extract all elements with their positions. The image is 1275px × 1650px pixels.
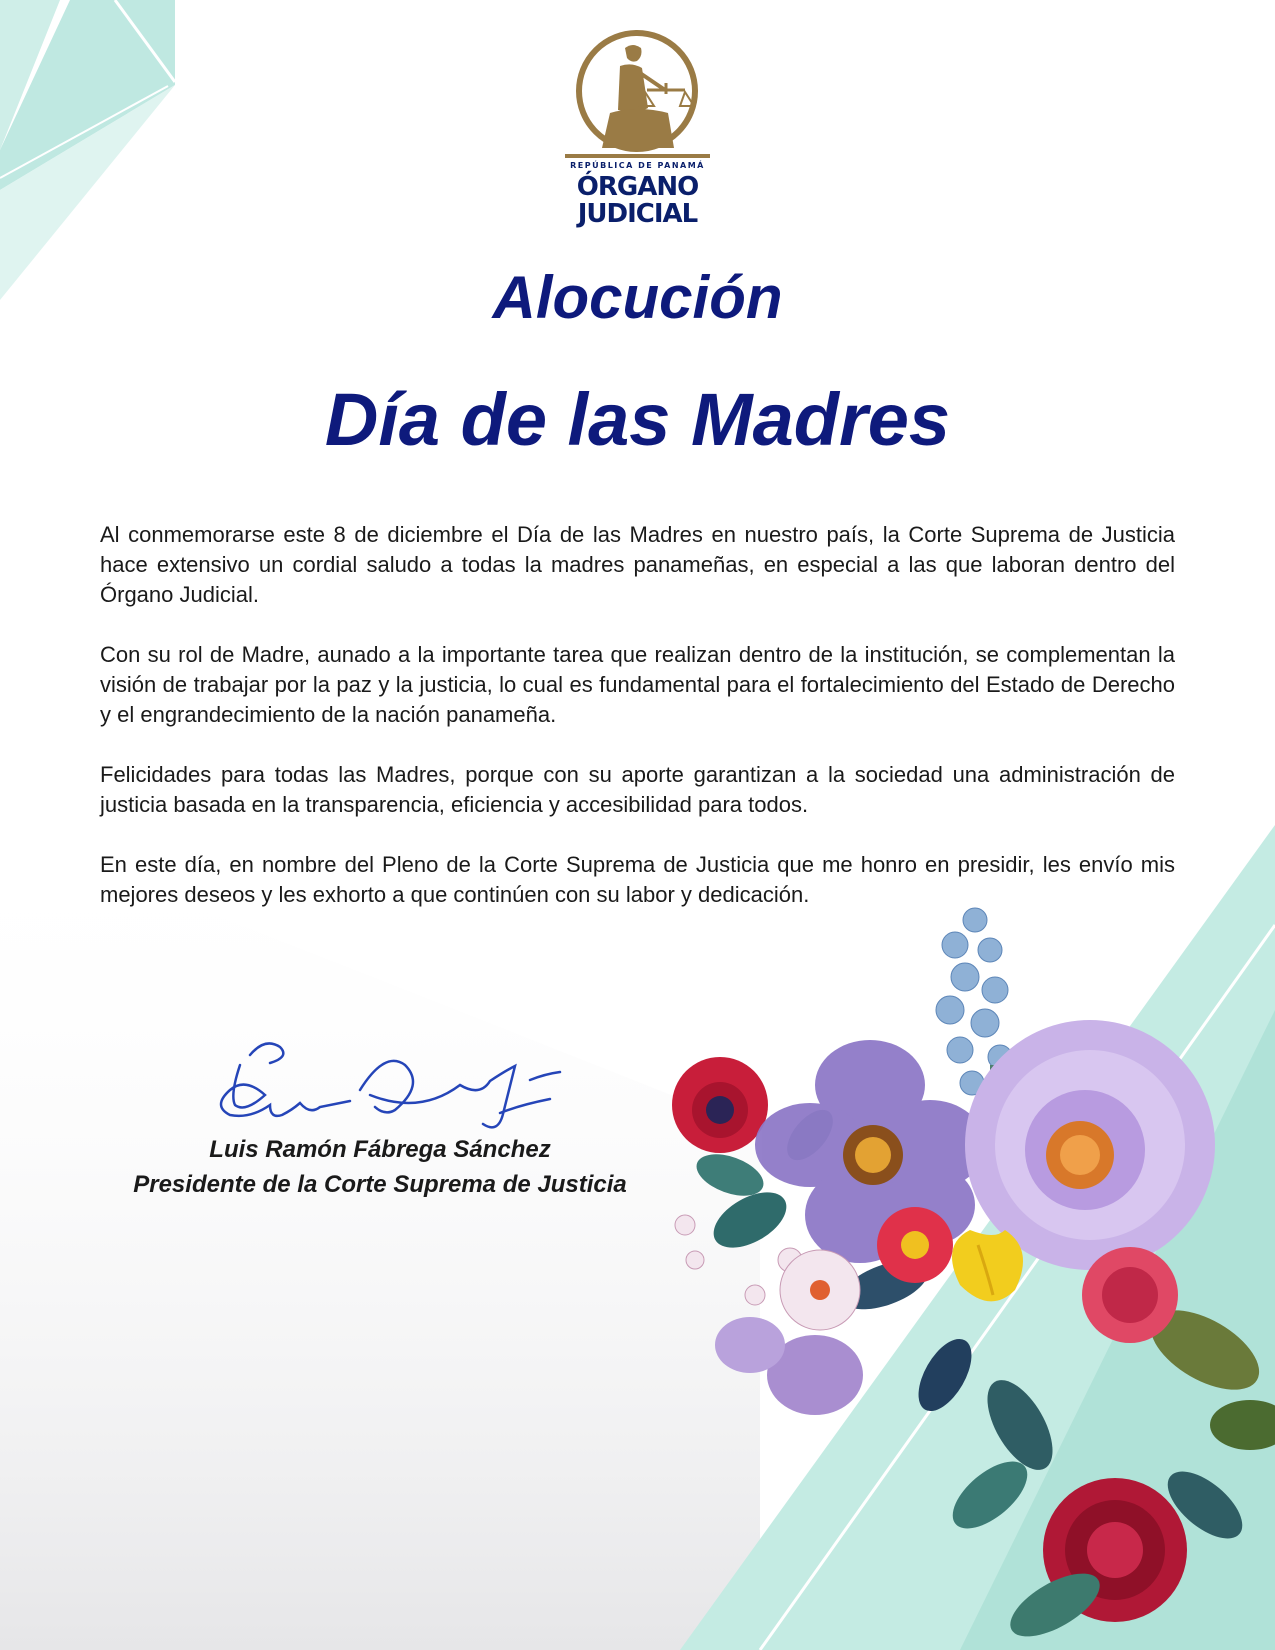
logo-org-line1: ÓRGANO (576, 172, 699, 202)
flower-bouquet-icon (660, 905, 1275, 1650)
body-paragraph: Con su rol de Madre, aunado a la importante tarea que realizan dentro de la institución, se complementan la visión de trabajar por la paz y la justicia, lo cual es fundamental para el fortalecimiento del Estado de Derecho y el engrandecimiento de la nación panameña. (100, 642, 1175, 727)
letter-body (100, 520, 1175, 940)
body-paragraph: En este día, en nombre del Pleno de la Corte Suprema de Justicia que me honro en presidir, les envío mis mejores deseos y les exhorto a que continúen con su labor y dedicación. (100, 852, 1175, 907)
body-paragraph: Al conmemorarse este 8 de diciembre el Día de las Madres en nuestro país, la Corte Suprema de Justicia hace extensivo un cordial saludo a todas la madres panameñas, en especial a las que laboran dentro del Órgano Judicial. (100, 522, 1175, 607)
page-title: Alocución (492, 264, 783, 331)
logo-org-line2: JUDICIAL (577, 199, 698, 229)
signer-title: Presidente de la Corte Suprema de Justicia (133, 1171, 627, 1198)
signature-icon (210, 1035, 600, 1135)
organo-judicial-logo (565, 28, 710, 229)
lady-justice-emblem-icon (565, 28, 710, 158)
page-subtitle: Día de las Madres (324, 378, 951, 461)
logo-country-text: REPÚBLICA DE PANAMÁ (570, 161, 705, 170)
body-paragraph: Felicidades para todas las Madres, porque con su aporte garantizan a la sociedad una administración de justicia basada en la transparencia, eficiencia y accesibilidad para todos. (100, 762, 1175, 817)
signer-name: Luis Ramón Fábrega Sánchez (209, 1136, 551, 1163)
